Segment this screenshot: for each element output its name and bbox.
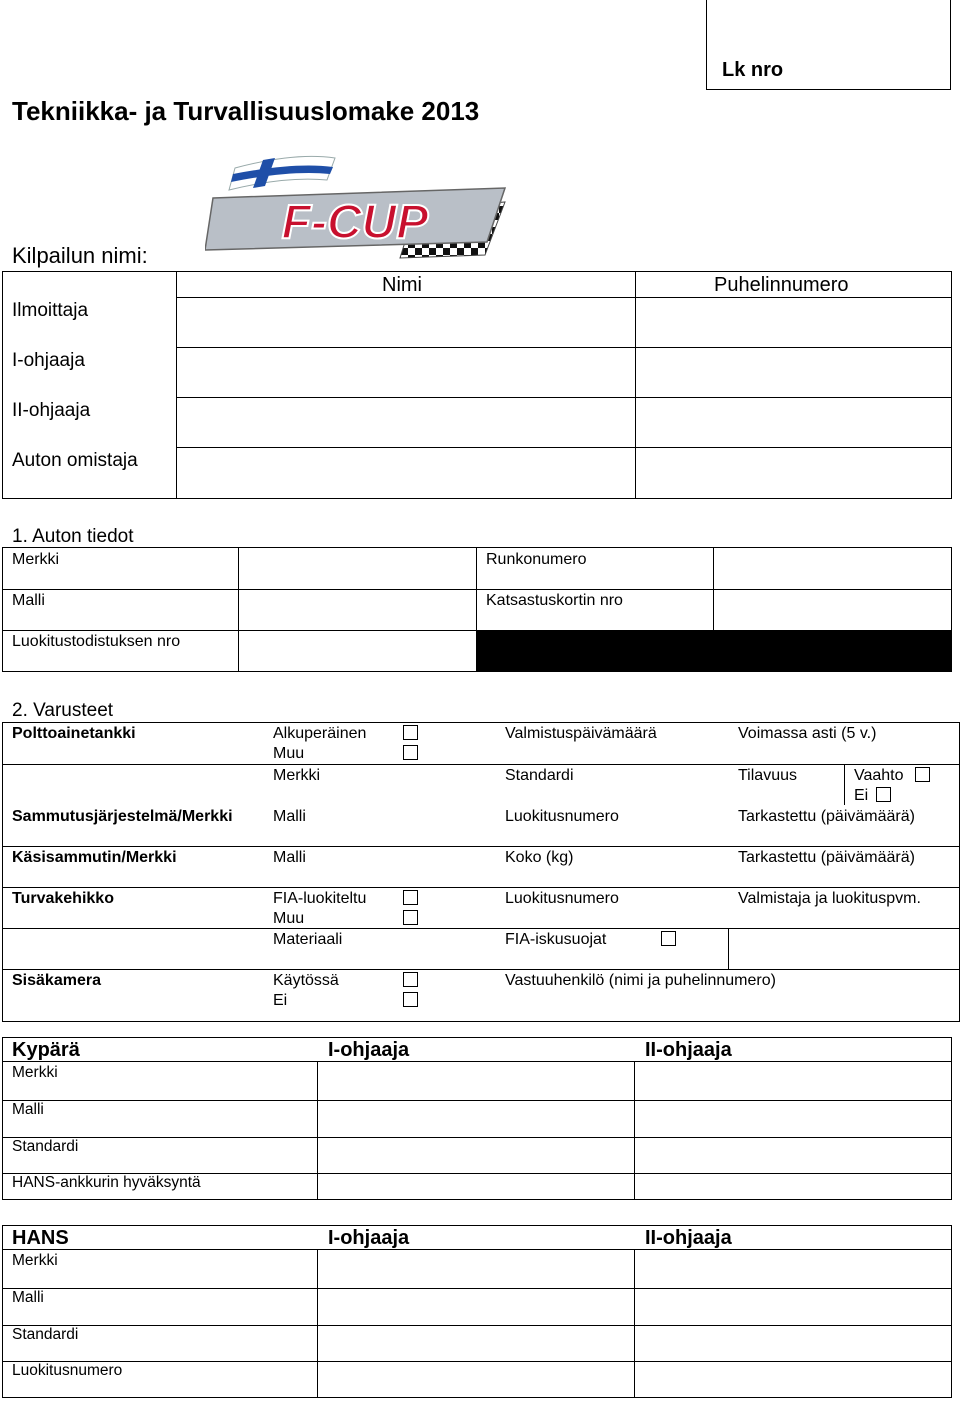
camera-in-use-label: Käytössä xyxy=(273,972,339,989)
col-phone-header: Puhelinnumero xyxy=(714,274,849,296)
fia-homologated-label: FIA-luokiteltu xyxy=(273,890,367,907)
fuel-tank-volume-label: Tilavuus xyxy=(738,767,797,784)
extinguisher-system-homologation-label: Luokitusnumero xyxy=(505,808,619,825)
page-title: Tekniikka- ja Turvallisuuslomake 2013 xyxy=(12,96,480,126)
row-label-i-ohjaaja: I-ohjaaja xyxy=(12,350,85,371)
helmet-make-label: Merkki xyxy=(12,1064,58,1081)
extinguisher-system-inspected-label: Tarkastettu (päivämäärä) xyxy=(738,808,915,825)
section-car-title: 1. Auton tiedot xyxy=(12,526,134,547)
foam-label: Vaahto xyxy=(854,767,904,784)
hans-model-label: Malli xyxy=(12,1289,44,1306)
helmet-hans-driver2-field[interactable] xyxy=(635,1174,951,1199)
hans-homologation-driver2-field[interactable] xyxy=(635,1362,951,1397)
helmet-model-driver1-field[interactable] xyxy=(318,1101,633,1136)
roll-cage-label: Turvakehikko xyxy=(12,890,114,907)
fuel-tank-original-checkbox[interactable] xyxy=(403,725,418,740)
auton-omistaja-phone-field[interactable] xyxy=(636,448,951,498)
roll-cage-homologation-label: Luokitusnumero xyxy=(505,890,619,907)
roll-cage-material-label: Materiaali xyxy=(273,931,343,948)
car-model-label: Malli xyxy=(12,592,45,609)
row-label-auton-omistaja: Auton omistaja xyxy=(12,450,138,471)
hans-make-driver2-field[interactable] xyxy=(635,1250,951,1287)
equipment-table xyxy=(2,722,960,1022)
fuel-tank-make-label: Merkki xyxy=(273,767,321,784)
ilmoittaja-phone-field[interactable] xyxy=(636,298,951,346)
f-cup-logo xyxy=(205,150,515,262)
helmet-standard-driver2-field[interactable] xyxy=(635,1138,951,1172)
helmet-model-driver2-field[interactable] xyxy=(635,1101,951,1136)
hans-driver1-header: I-ohjaaja xyxy=(328,1227,410,1249)
helmet-make-driver1-field[interactable] xyxy=(318,1062,633,1099)
ii-ohjaaja-phone-field[interactable] xyxy=(636,398,951,446)
helmet-driver1-header: I-ohjaaja xyxy=(328,1039,410,1061)
ilmoittaja-name-field[interactable] xyxy=(177,298,634,346)
hans-standard-driver1-field[interactable] xyxy=(318,1326,633,1360)
auton-omistaja-name-field[interactable] xyxy=(177,448,634,498)
hans-title: HANS xyxy=(12,1227,69,1249)
hand-extinguisher-size-label: Koko (kg) xyxy=(505,849,574,866)
blackout-area xyxy=(477,631,952,672)
fia-homologated-checkbox[interactable] xyxy=(403,890,418,905)
hans-homologation-label: Luokitusnumero xyxy=(12,1362,123,1379)
roll-cage-other-checkbox[interactable] xyxy=(403,910,418,925)
helmet-driver2-header: II-ohjaaja xyxy=(645,1039,732,1061)
helmet-standard-label: Standardi xyxy=(12,1138,79,1155)
extinguisher-system-label: Sammutusjärjestelmä/Merkki xyxy=(12,808,233,825)
hans-make-driver1-field[interactable] xyxy=(318,1250,633,1287)
lk-number-label: Lk nro xyxy=(722,59,784,81)
row-label-ilmoittaja: Ilmoittaja xyxy=(12,300,89,321)
competition-name-label: Kilpailun nimi: xyxy=(12,243,148,268)
helmet-standard-driver1-field[interactable] xyxy=(318,1138,633,1172)
hans-model-driver2-field[interactable] xyxy=(635,1289,951,1324)
hans-make-label: Merkki xyxy=(12,1252,58,1269)
col-name-header: Nimi xyxy=(382,274,422,296)
car-chassis-field[interactable] xyxy=(714,548,951,588)
extinguisher-system-model-label: Malli xyxy=(273,808,306,825)
hand-extinguisher-model-label: Malli xyxy=(273,849,306,866)
car-inspection-card-label: Katsastuskortin nro xyxy=(486,592,623,609)
car-inspection-card-field[interactable] xyxy=(714,590,951,629)
car-homologation-label: Luokitustodistuksen nro xyxy=(12,633,181,650)
roll-cage-manufacturer-label: Valmistaja ja luokituspvm. xyxy=(738,890,921,907)
fuel-tank-label: Polttoainetankki xyxy=(12,725,136,742)
fuel-tank-other-checkbox[interactable] xyxy=(403,745,418,760)
hans-standard-label: Standardi xyxy=(12,1326,79,1343)
camera-in-use-checkbox[interactable] xyxy=(403,972,418,987)
manufacture-date-label: Valmistuspäivämäärä xyxy=(505,725,657,742)
helmet-model-label: Malli xyxy=(12,1101,44,1118)
hans-standard-driver2-field[interactable] xyxy=(635,1326,951,1360)
f-cup-logo-icon xyxy=(205,150,515,262)
fuel-tank-original-label: Alkuperäinen xyxy=(273,725,367,742)
hans-homologation-driver1-field[interactable] xyxy=(318,1362,633,1397)
section-equipment-title: 2. Varusteet xyxy=(12,700,114,721)
helmet-make-driver2-field[interactable] xyxy=(635,1062,951,1099)
valid-until-label: Voimassa asti (5 v.) xyxy=(738,725,877,742)
onboard-camera-label: Sisäkamera xyxy=(12,972,101,989)
fia-padding-checkbox[interactable] xyxy=(661,931,676,946)
foam-no-label: Ei xyxy=(854,787,869,804)
i-ohjaaja-name-field[interactable] xyxy=(177,348,634,396)
row-label-ii-ohjaaja: II-ohjaaja xyxy=(12,400,91,421)
fuel-tank-other-label: Muu xyxy=(273,745,305,762)
camera-responsible-label: Vastuuhenkilö (nimi ja puhelinnumero) xyxy=(505,972,776,989)
hans-driver2-header: II-ohjaaja xyxy=(645,1227,732,1249)
car-make-field[interactable] xyxy=(239,548,475,588)
ii-ohjaaja-name-field[interactable] xyxy=(177,398,634,446)
svg-text:F-CUP: F-CUP xyxy=(281,196,429,249)
hans-model-driver1-field[interactable] xyxy=(318,1289,633,1324)
helmet-hans-anchor-label: HANS-ankkurin hyväksyntä xyxy=(12,1174,201,1191)
foam-no-checkbox[interactable] xyxy=(876,787,891,802)
helmet-hans-driver1-field[interactable] xyxy=(318,1174,633,1199)
i-ohjaaja-phone-field[interactable] xyxy=(636,348,951,396)
hand-extinguisher-inspected-label: Tarkastettu (päivämäärä) xyxy=(738,849,915,866)
camera-no-checkbox[interactable] xyxy=(403,992,418,1007)
fuel-tank-standard-label: Standardi xyxy=(505,767,574,784)
foam-checkbox[interactable] xyxy=(915,767,930,782)
helmet-title: Kypärä xyxy=(12,1039,80,1061)
camera-no-label: Ei xyxy=(273,992,288,1009)
roll-cage-other-label: Muu xyxy=(273,910,305,927)
car-chassis-label: Runkonumero xyxy=(486,551,587,568)
car-make-label: Merkki xyxy=(12,551,60,568)
car-model-field[interactable] xyxy=(239,590,475,629)
hand-extinguisher-label: Käsisammutin/Merkki xyxy=(12,849,177,866)
fia-padding-label: FIA-iskusuojat xyxy=(505,931,607,948)
car-homologation-field[interactable] xyxy=(239,631,475,671)
